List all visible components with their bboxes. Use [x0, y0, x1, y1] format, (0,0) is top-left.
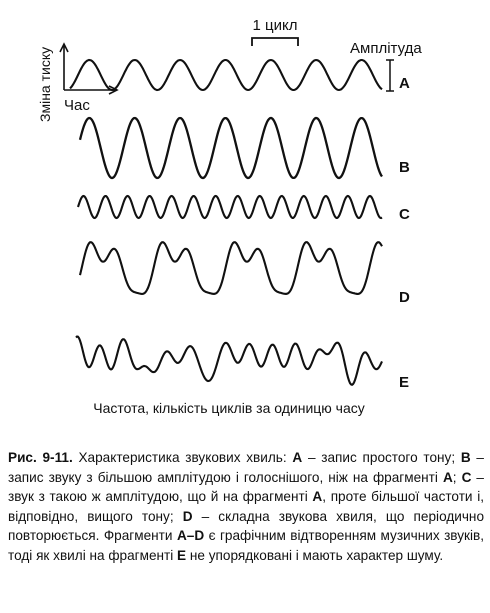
- frequency-label: Частота, кількість циклів за одиницю часу: [93, 400, 365, 416]
- wave-label-D: D: [399, 289, 410, 306]
- wave-label-B: B: [399, 159, 410, 176]
- caption-segment: A: [442, 469, 453, 485]
- wave-D: [80, 242, 382, 294]
- caption-segment: D: [182, 508, 193, 524]
- wave-label-C: C: [399, 206, 410, 223]
- wave-label-A: A: [399, 75, 410, 92]
- wave-E: [76, 337, 382, 385]
- caption-segment: – запис звуку з більшою амплітудою і голоснішого, ніж на фрагменті: [8, 450, 484, 485]
- figure-caption: [8, 448, 484, 566]
- wave-label-E: E: [399, 374, 410, 391]
- x-axis-label: Час: [64, 97, 90, 114]
- cycle-label: 1 цикл: [252, 17, 298, 34]
- wave-A: [70, 60, 382, 90]
- caption-segment: є графічним відтворенням музичних звуків, тоді як хвилі на фрагменті: [8, 528, 484, 563]
- caption-segment: Характеристика звукових хвиль:: [72, 450, 293, 465]
- caption-segment: E: [177, 547, 187, 563]
- caption-segment: A: [292, 450, 303, 465]
- caption-segment: A–D: [176, 528, 205, 544]
- y-axis: [60, 44, 68, 90]
- caption-segment: ;: [452, 469, 462, 485]
- caption-segment: – запис простого тону;: [302, 450, 461, 465]
- wave-C: [78, 196, 382, 218]
- caption-segment: B: [460, 450, 471, 465]
- caption-segment: не упорядковані і мають характер шуму.: [186, 547, 444, 563]
- y-axis-label: Зміна тиску: [37, 46, 53, 122]
- amplitude-label: Амплітуда: [350, 40, 422, 57]
- caption-number: Рис. 9-11.: [8, 450, 73, 465]
- amplitude-bracket: [386, 60, 394, 91]
- cycle-bracket: [252, 38, 298, 46]
- caption-segment: C: [461, 469, 472, 485]
- caption-segment: A: [312, 489, 323, 505]
- caption-segment: , проте більшої частоти і, відповідно, вищого тону;: [8, 489, 484, 524]
- caption-segment: – звук з такою ж амплітудою, що й на фрагменті: [8, 469, 484, 505]
- wave-B: [80, 118, 382, 178]
- caption-segment: – складна звукова хвиля, що періодично повторюється. Фрагменти: [8, 508, 484, 544]
- caption-text: [8, 450, 484, 563]
